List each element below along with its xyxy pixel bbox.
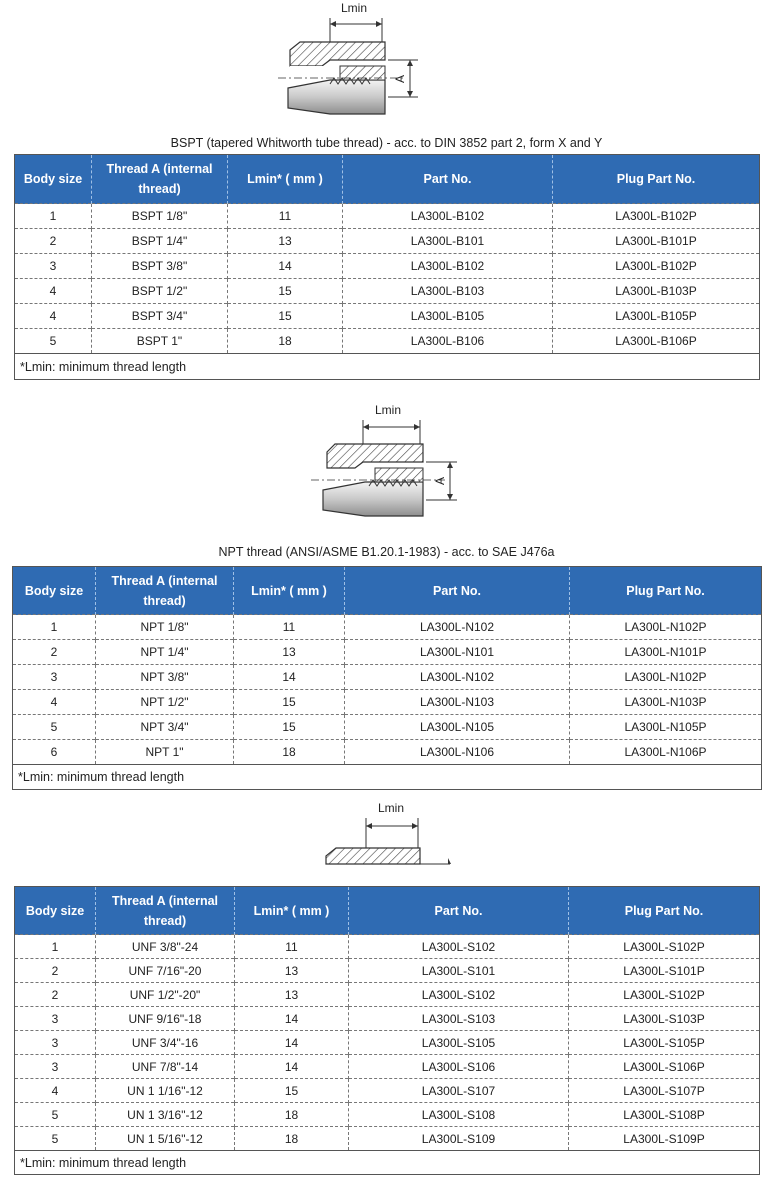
part-no-cell: LA300L-N103 <box>345 690 570 715</box>
table-row <box>15 1103 760 1127</box>
part-no-cell: LA300L-S105 <box>349 1031 569 1055</box>
section-caption: NPT thread (ANSI/ASME B1.20.1-1983) - acc. to SAE J476a <box>218 545 555 559</box>
footnote: *Lmin: minimum thread length <box>15 354 760 380</box>
header-thread-a: Thread A (internal thread) <box>96 887 235 935</box>
body-size-cell: 3 <box>13 665 96 690</box>
table-row <box>15 983 760 1007</box>
thread-cell: NPT 1/2" <box>96 690 234 715</box>
lmin-cell: 14 <box>235 1031 349 1055</box>
table-row <box>15 1079 760 1103</box>
header-lmin: Lmin* ( mm ) <box>235 887 349 935</box>
lmin-cell: 18 <box>228 329 343 354</box>
plug-part-no-cell: LA300L-B105P <box>553 304 760 329</box>
plug-part-no-cell: LA300L-S109P <box>569 1127 760 1151</box>
part-no-cell: LA300L-S109 <box>349 1127 569 1151</box>
lmin-cell: 13 <box>234 640 345 665</box>
thread-cell: NPT 3/8" <box>96 665 234 690</box>
header-lmin: Lmin* ( mm ) <box>234 567 345 615</box>
plug-part-no-cell: LA300L-S102P <box>569 935 760 959</box>
table-row <box>13 665 762 690</box>
table-row <box>13 640 762 665</box>
table-row <box>15 1031 760 1055</box>
plug-part-no-cell: LA300L-B106P <box>553 329 760 354</box>
table-row <box>15 959 760 983</box>
table-row <box>13 690 762 715</box>
lmin-label: Lmin <box>375 403 402 417</box>
plug-part-no-cell: LA300L-B103P <box>553 279 760 304</box>
thread-cell: UNF 3/4"-16 <box>96 1031 235 1055</box>
table-row <box>15 279 760 304</box>
header-plug-part-no: Plug Part No. <box>570 567 762 615</box>
header-part-no: Part No. <box>343 155 553 204</box>
body-size-cell: 1 <box>15 935 96 959</box>
thread-cell: UNF 3/8"-24 <box>96 935 235 959</box>
plug-part-no-cell: LA300L-B102P <box>553 254 760 279</box>
part-no-cell: LA300L-N105 <box>345 715 570 740</box>
header-plug-part-no: Plug Part No. <box>553 155 760 204</box>
body-size-cell: 5 <box>15 329 92 354</box>
plug-part-no-cell: LA300L-S105P <box>569 1031 760 1055</box>
thread-cell: UN 1 1/16"-12 <box>96 1079 235 1103</box>
lmin-cell: 18 <box>235 1103 349 1127</box>
plug-part-no-cell: LA300L-N102P <box>570 615 762 640</box>
part-no-cell: LA300L-N102 <box>345 615 570 640</box>
thread-cell: UN 1 5/16"-12 <box>96 1127 235 1151</box>
lmin-cell: 13 <box>235 959 349 983</box>
table-row <box>15 1127 760 1151</box>
part-no-cell: LA300L-S103 <box>349 1007 569 1031</box>
body-size-cell: 4 <box>13 690 96 715</box>
table-row <box>15 229 760 254</box>
lmin-cell: 15 <box>234 690 345 715</box>
plug-part-no-cell: LA300L-S107P <box>569 1079 760 1103</box>
part-no-cell: LA300L-S102 <box>349 983 569 1007</box>
a-label: A <box>433 476 447 485</box>
table-row <box>13 740 762 765</box>
body-size-cell: 3 <box>15 1007 96 1031</box>
plug-part-no-cell: LA300L-S103P <box>569 1007 760 1031</box>
body-size-cell: 1 <box>13 615 96 640</box>
body-size-cell: 3 <box>15 254 92 279</box>
lmin-cell: 14 <box>234 665 345 690</box>
table-row <box>15 254 760 279</box>
body-size-cell: 4 <box>15 1079 96 1103</box>
a-label: A <box>393 74 407 83</box>
plug-part-no-cell: LA300L-N106P <box>570 740 762 765</box>
port-diagram-bspt <box>270 0 430 125</box>
part-no-cell: LA300L-N102 <box>345 665 570 690</box>
thread-cell: UNF 7/8"-14 <box>96 1055 235 1079</box>
thread-cell: BSPT 1/8" <box>92 204 228 229</box>
part-no-cell: LA300L-B106 <box>343 329 553 354</box>
table-row <box>15 204 760 229</box>
table-row <box>15 1007 760 1031</box>
lmin-cell: 15 <box>228 279 343 304</box>
part-no-cell: LA300L-S106 <box>349 1055 569 1079</box>
part-no-cell: LA300L-B105 <box>343 304 553 329</box>
part-no-cell: LA300L-N106 <box>345 740 570 765</box>
npt-table <box>12 566 762 790</box>
thread-cell: BSPT 3/4" <box>92 304 228 329</box>
thread-cell: UNF 7/16"-20 <box>96 959 235 983</box>
table-row <box>13 715 762 740</box>
part-no-cell: LA300L-N101 <box>345 640 570 665</box>
plug-part-no-cell: LA300L-S101P <box>569 959 760 983</box>
thread-cell: BSPT 1/2" <box>92 279 228 304</box>
part-no-cell: LA300L-B101 <box>343 229 553 254</box>
thread-cell: UNF 9/16"-18 <box>96 1007 235 1031</box>
lmin-cell: 14 <box>228 254 343 279</box>
table-row <box>15 304 760 329</box>
lmin-label: Lmin <box>378 801 405 815</box>
thread-cell: BSPT 1/4" <box>92 229 228 254</box>
lmin-cell: 15 <box>235 1079 349 1103</box>
table-row <box>15 935 760 959</box>
header-body-size: Body size <box>15 155 92 204</box>
thread-cell: UNF 1/2"-20" <box>96 983 235 1007</box>
header-part-no: Part No. <box>349 887 569 935</box>
body-size-cell: 5 <box>15 1127 96 1151</box>
table-row <box>15 329 760 354</box>
lmin-cell: 14 <box>235 1007 349 1031</box>
body-size-cell: 1 <box>15 204 92 229</box>
thread-cell: NPT 3/4" <box>96 715 234 740</box>
part-no-cell: LA300L-S108 <box>349 1103 569 1127</box>
lmin-cell: 15 <box>228 304 343 329</box>
body-size-cell: 5 <box>13 715 96 740</box>
part-no-cell: LA300L-S101 <box>349 959 569 983</box>
plug-part-no-cell: LA300L-B102P <box>553 204 760 229</box>
table-row <box>13 615 762 640</box>
lmin-cell: 11 <box>234 615 345 640</box>
plug-part-no-cell: LA300L-S102P <box>569 983 760 1007</box>
body-size-cell: 5 <box>15 1103 96 1127</box>
thread-cell: UN 1 3/16"-12 <box>96 1103 235 1127</box>
body-size-cell: 2 <box>13 640 96 665</box>
plug-part-no-cell: LA300L-N105P <box>570 715 762 740</box>
footnote: *Lmin: minimum thread length <box>13 765 762 790</box>
header-part-no: Part No. <box>345 567 570 615</box>
lmin-cell: 13 <box>228 229 343 254</box>
part-no-cell: LA300L-B102 <box>343 254 553 279</box>
thread-cell: NPT 1/4" <box>96 640 234 665</box>
body-size-cell: 3 <box>15 1055 96 1079</box>
plug-part-no-cell: LA300L-B101P <box>553 229 760 254</box>
bspt-table <box>14 154 760 380</box>
unf-table <box>14 886 760 1175</box>
port-diagram-unf <box>318 798 468 874</box>
table-row <box>15 1055 760 1079</box>
thread-cell: NPT 1/8" <box>96 615 234 640</box>
header-body-size: Body size <box>15 887 96 935</box>
plug-part-no-cell: LA300L-N101P <box>570 640 762 665</box>
lmin-label: Lmin <box>341 1 368 15</box>
body-size-cell: 2 <box>15 959 96 983</box>
header-body-size: Body size <box>13 567 96 615</box>
plug-part-no-cell: LA300L-S106P <box>569 1055 760 1079</box>
part-no-cell: LA300L-S102 <box>349 935 569 959</box>
header-thread-a: Thread A (internal thread) <box>92 155 228 204</box>
plug-part-no-cell: LA300L-N102P <box>570 665 762 690</box>
body-size-cell: 2 <box>15 983 96 1007</box>
lmin-cell: 13 <box>235 983 349 1007</box>
header-lmin: Lmin* ( mm ) <box>228 155 343 204</box>
body-size-cell: 2 <box>15 229 92 254</box>
header-thread-a: Thread A (internal thread) <box>96 567 234 615</box>
header-plug-part-no: Plug Part No. <box>569 887 760 935</box>
part-no-cell: LA300L-B102 <box>343 204 553 229</box>
thread-cell: NPT 1" <box>96 740 234 765</box>
lmin-cell: 11 <box>235 935 349 959</box>
lmin-cell: 14 <box>235 1055 349 1079</box>
plug-part-no-cell: LA300L-N103P <box>570 690 762 715</box>
lmin-cell: 11 <box>228 204 343 229</box>
lmin-cell: 15 <box>234 715 345 740</box>
body-size-cell: 4 <box>15 279 92 304</box>
footnote: *Lmin: minimum thread length <box>15 1151 760 1175</box>
port-diagram-npt <box>305 400 475 525</box>
body-size-cell: 4 <box>15 304 92 329</box>
body-size-cell: 3 <box>15 1031 96 1055</box>
part-no-cell: LA300L-S107 <box>349 1079 569 1103</box>
thread-cell: BSPT 1" <box>92 329 228 354</box>
section-caption: BSPT (tapered Whitworth tube thread) - acc. to DIN 3852 part 2, form X and Y <box>170 136 603 150</box>
body-size-cell: 6 <box>13 740 96 765</box>
plug-part-no-cell: LA300L-S108P <box>569 1103 760 1127</box>
lmin-cell: 18 <box>235 1127 349 1151</box>
lmin-cell: 18 <box>234 740 345 765</box>
part-no-cell: LA300L-B103 <box>343 279 553 304</box>
thread-cell: BSPT 3/8" <box>92 254 228 279</box>
